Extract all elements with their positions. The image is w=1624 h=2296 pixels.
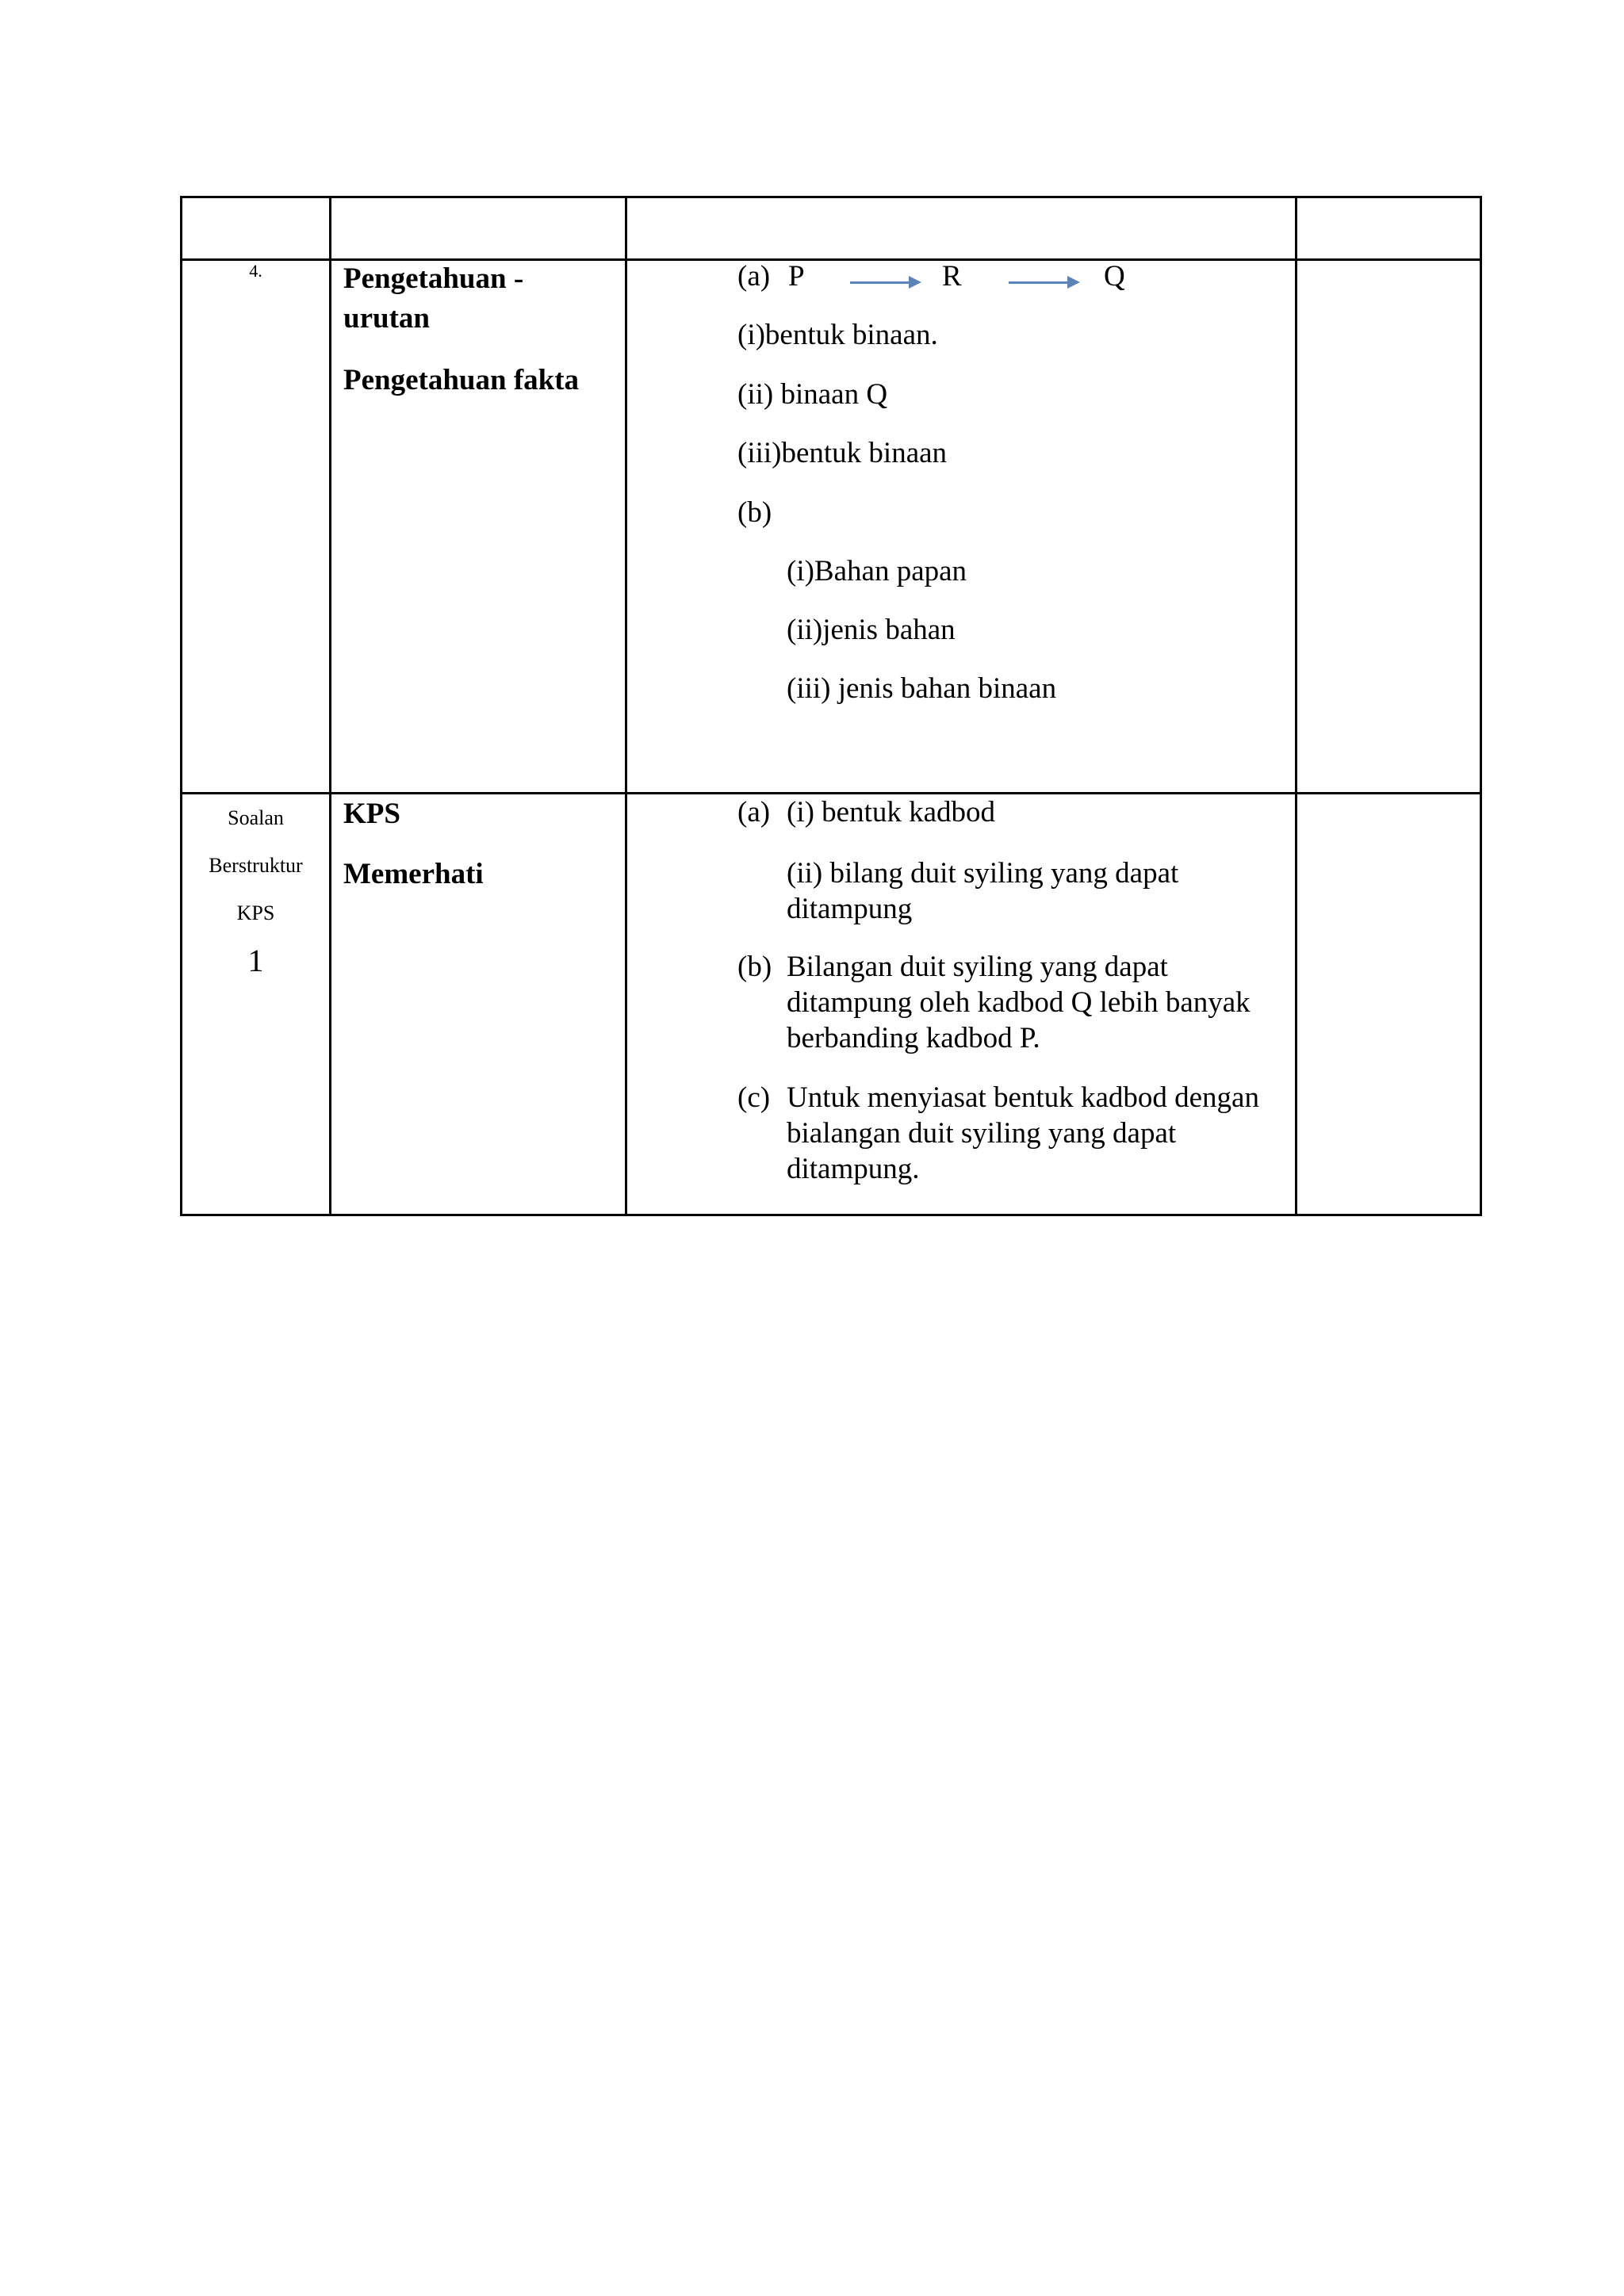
answer-label <box>737 855 787 927</box>
answer-line: (iii)bentuk binaan <box>737 437 948 469</box>
topic-kps: KPS <box>343 798 400 830</box>
answer-item <box>737 794 1277 830</box>
answer-text: Untuk menyiasat bentuk kadbod dengan bialangan duit syiling yang dapat ditampung. <box>787 1081 1259 1185</box>
topic-cell <box>343 794 613 916</box>
question-number: 1 <box>247 943 264 978</box>
sequence-p: P <box>788 260 805 293</box>
answer-line: (ii) binaan Q <box>737 378 888 411</box>
topic-cell <box>343 259 613 423</box>
answer-b-line: (ii)jenis bahan <box>787 614 956 646</box>
answer-b-line: (i)Bahan papan <box>787 555 967 587</box>
answer-cell <box>626 258 1295 790</box>
arrow-right-icon <box>1009 281 1077 284</box>
answer-item <box>737 1080 1277 1187</box>
answer-line: (i)bentuk binaan. <box>737 319 938 351</box>
sequence-r: R <box>942 260 962 293</box>
column-divider <box>1295 198 1297 1214</box>
label-line: KPS <box>236 901 275 924</box>
answer-item <box>737 949 1277 1056</box>
answer-scheme-table <box>180 196 1482 1216</box>
answer-text: (i) bentuk kadbod <box>787 796 996 828</box>
topic-sequence: Pengetahuan - urutan <box>343 262 524 335</box>
answer-b-line: (iii) jenis bahan binaan <box>787 672 1057 705</box>
question-number: 4. <box>249 261 262 281</box>
arrow-right-icon <box>850 281 918 284</box>
answer-label: (a) <box>737 796 771 828</box>
answer-line: (b) <box>737 496 772 529</box>
sequence-q: Q <box>1104 260 1125 293</box>
answer-label: (b) <box>737 951 772 983</box>
topic-observe: Memerhati <box>343 858 484 890</box>
column-divider <box>329 198 331 1214</box>
label-line: Soalan <box>228 806 284 829</box>
label-line: Berstruktur <box>209 854 303 877</box>
topic-fact: Pengetahuan fakta <box>343 364 580 396</box>
answer-a-label: (a) <box>737 260 771 293</box>
answer-text: Bilangan duit syiling yang dapat ditampung oleh kadbod Q lebih banyak berbanding kadbod P. <box>787 951 1251 1054</box>
answer-item <box>737 855 1277 927</box>
answer-text: (ii) bilang duit syiling yang dapat ditampung <box>787 857 1179 925</box>
question-label-cell <box>182 794 329 979</box>
answer-label: (c) <box>737 1081 771 1114</box>
answer-cell <box>626 794 1295 1215</box>
